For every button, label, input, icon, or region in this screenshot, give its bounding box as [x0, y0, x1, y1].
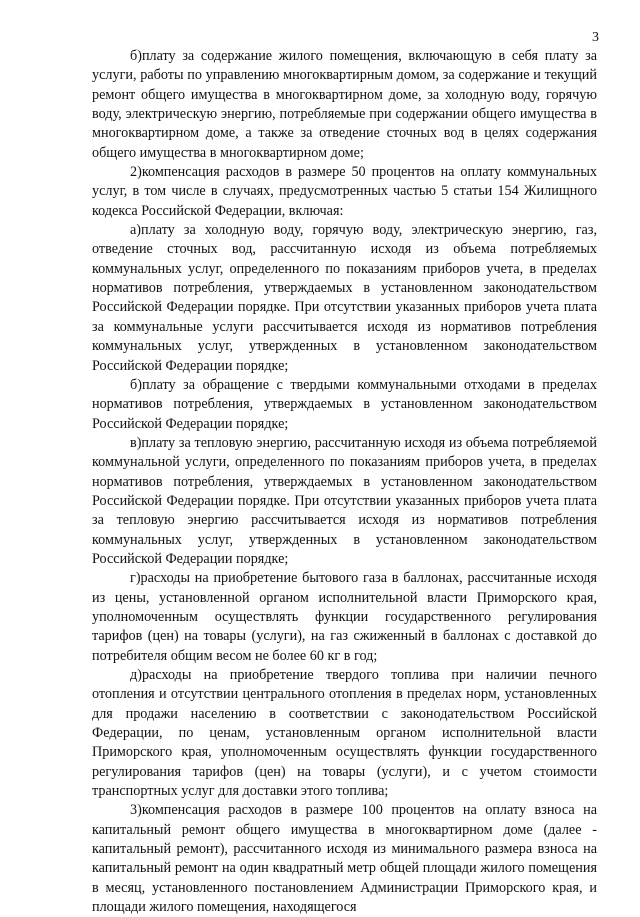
- paragraph-g-bottled-gas: г)расходы на приобретение бытового газа в баллонах, рассчитанные исходя из цены, установленной органом исполнительной власти Приморского края, уполномоченным осуществлять функции государственного регулирования тарифов (цен) на товары (услуги), на газ сжиженный в баллонах с доставкой до потребителя общим весом не более 60 кг в год;: [92, 570, 597, 664]
- paragraph-a-water-electricity-gas: а)плату за холодную воду, горячую воду, электрическую энергию, газ, отведение сточных вод, рассчитанную исходя из объема потребляемых коммунальных услуг, определенного по показаниям приборов учета, в пределах нормативов потребления, утверждаемых в установленном законодательством Российской Федерации порядке. При отсутствии указанных приборов учета плата за коммунальные услуги рассчитывается исходя из нормативов потребления коммунальных услуг, утвержденных в установленном законодательством Российской Федерации порядке;: [92, 222, 597, 374]
- paragraph-b-solid-waste: б)плату за обращение с твердыми коммунальными отходами в пределах нормативов потребления, утверждаемых в установленном законодательством Российской Федерации порядке;: [92, 376, 597, 432]
- page-number: 3: [592, 30, 599, 45]
- paragraph-b-housing-maintenance-fee: б)плату за содержание жилого помещения, включающую в себя плату за услуги, работы по управлению многоквартирным домом, за содержание и текущий ремонт общего имущества в многоквартирном доме, за холодную воду, горячую воду, электрическую энергию, потребляемые при содержании общего имущества в многоквартирном доме, а также за отведение сточных вод в целях содержания общего имущества в многоквартирном доме;: [92, 48, 597, 161]
- paragraph-2-utilities-compensation: 2)компенсация расходов в размере 50 процентов на оплату коммунальных услуг, в том числе в случаях, предусмотренных частью 5 статьи 154 Жилищного кодекса Российской Федерации, включая:: [92, 164, 597, 219]
- paragraph-v-thermal-energy: в)плату за тепловую энергию, рассчитанную исходя из объема потребляемой коммунальной услуги, определенного по показаниям приборов учета, в пределах нормативов потребления, утверждаемых в установленном законодательством Российской Федерации порядке. При отсутствии указанных приборов учета плата за тепловую энергию рассчитывается исходя из нормативов потребления коммунальных услуг, утвержденных в установленном законодательством Российской Федерации порядке;: [92, 434, 597, 567]
- paragraph-d-solid-fuel: д)расходы на приобретение твердого топлива при наличии печного отопления и отсутствии центрального отопления в пределах норм, установленных для продажи населению в соответствии с законодательством Российской Федерации, по ценам, установленным органом исполнительной власти Приморского края, уполномоченным осуществлять функции государственного регулирования тарифов (цен) на товары (услуги), и с учетом стоимости транспортных услуг для доставки этого топлива;: [92, 667, 597, 800]
- document-body: [92, 47, 597, 917]
- paragraph-3-capital-repair: 3)компенсация расходов в размере 100 процентов на оплату взноса на капитальный ремонт общего имущества в многоквартирном доме (далее - капитальный ремонт), рассчитанного исходя из минимального размера взноса на капитальный ремонт на один квадратный метр общей площади жилого помещения в месяц, установленного постановлением Администрации Приморского края, и площади жилого помещения, находящегося: [92, 802, 597, 916]
